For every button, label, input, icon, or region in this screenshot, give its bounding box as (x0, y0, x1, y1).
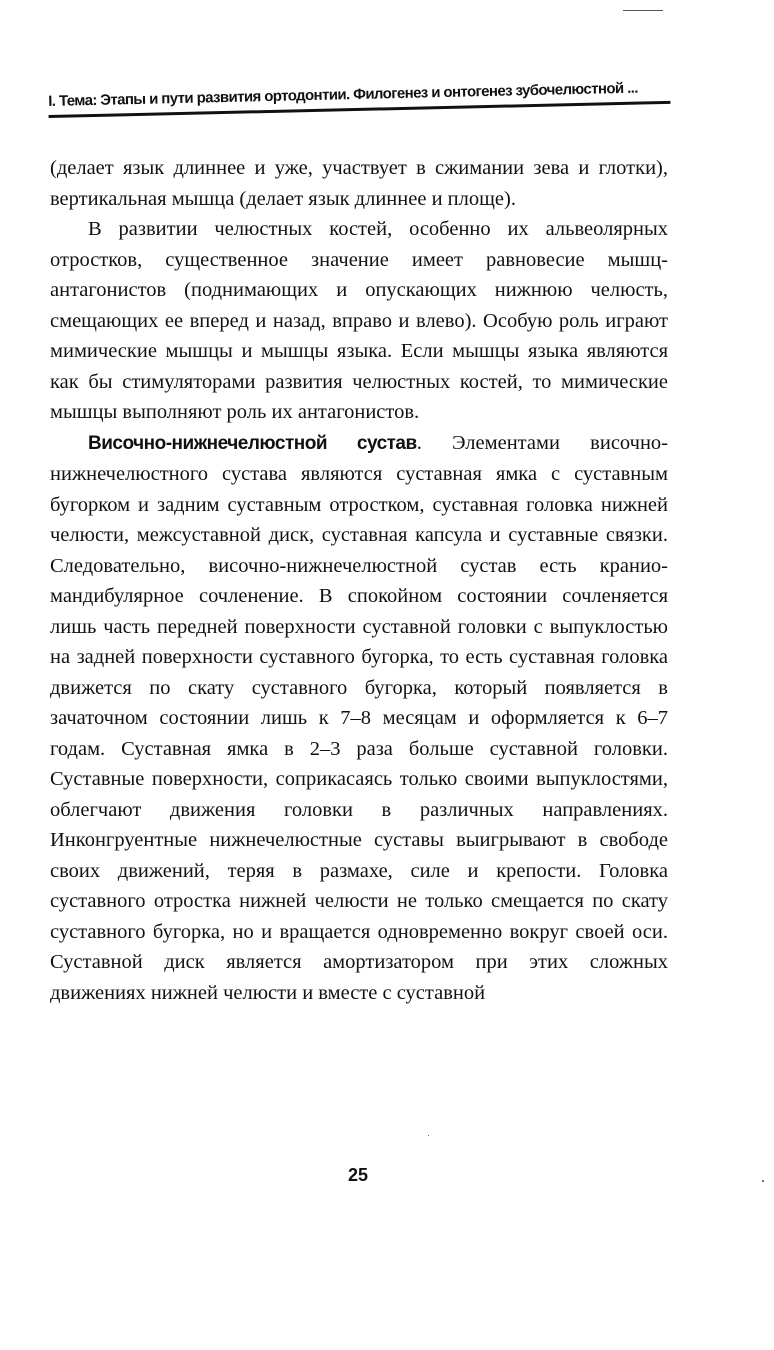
scan-speck (762, 1180, 764, 1182)
paragraph-continuation (50, 153, 668, 214)
paragraph-jaw-development (50, 214, 668, 428)
body-text (50, 153, 668, 1008)
scan-speck (428, 1135, 429, 1136)
paragraph-text: В развитии челюстных костей, особенно их альвеолярных отростков, существенное значение имеет равновесие мышц-антагонистов (поднимающих и опускающих нижнюю челюсть, смещающих ее вперед и назад, вправо и влево). Особую роль играют мимические мышцы и мышцы языка. Если мышцы языка являются как бы стимуляторами развития челюстных костей, то мимические мышцы выполняют роль их антагонистов. (50, 218, 668, 423)
running-header (48, 76, 670, 118)
top-divider (623, 10, 663, 11)
paragraph-text: (делает язык длиннее и уже, участвует в сжимании зева и глотки), вертикальная мышца (делает язык длиннее и площе). (50, 157, 668, 210)
paragraph-lead-term: Височно-нижнечелюстной сустав (88, 432, 417, 454)
page-number: 25 (347, 1165, 369, 1185)
paragraph-tmj (50, 428, 668, 1009)
paragraph-text: . Элементами височно-нижнечелюстного сустава являются суставная ямка с суставным бугорком и задним суставным отростком, суставная головка нижней челюсти, межсуставной диск, суставная капсула и суставные связки. Следовательно, височно-нижнечелюстной сустав есть кранио-мандибулярное сочленение. В спокойном состоянии сочленяется лишь часть передней поверхности суставной головки с выпуклостью на задней поверхности суставного бугорка, то есть суставная головка движется по скату суставного бугорка, который появляется в зачаточном состоянии лишь к 7–8 месяцам и оформляется к 6–7 годам. Суставная ямка в 2–3 раза больше суставной головки. Суставные поверхности, соприкасаясь только своими выпуклостями, облегчают движения головки в различных направлениях. Инконгруентные нижнечелюстные суставы выигрывают в свободе своих движений, теряя в размахе, силе и крепости. Головка суставного отростка нижней челюсти не только смещается по скату суставного бугорка, но и вращается одновременно вокруг своей оси. Суставной диск является амортизатором при этих сложных движениях нижней челюсти и вместе с суставной (50, 431, 668, 1004)
running-header-title: I. Тема: Этапы и пути развития ортодонтии. Филогенез и онтогенез зубочелюстной ... (48, 79, 639, 110)
